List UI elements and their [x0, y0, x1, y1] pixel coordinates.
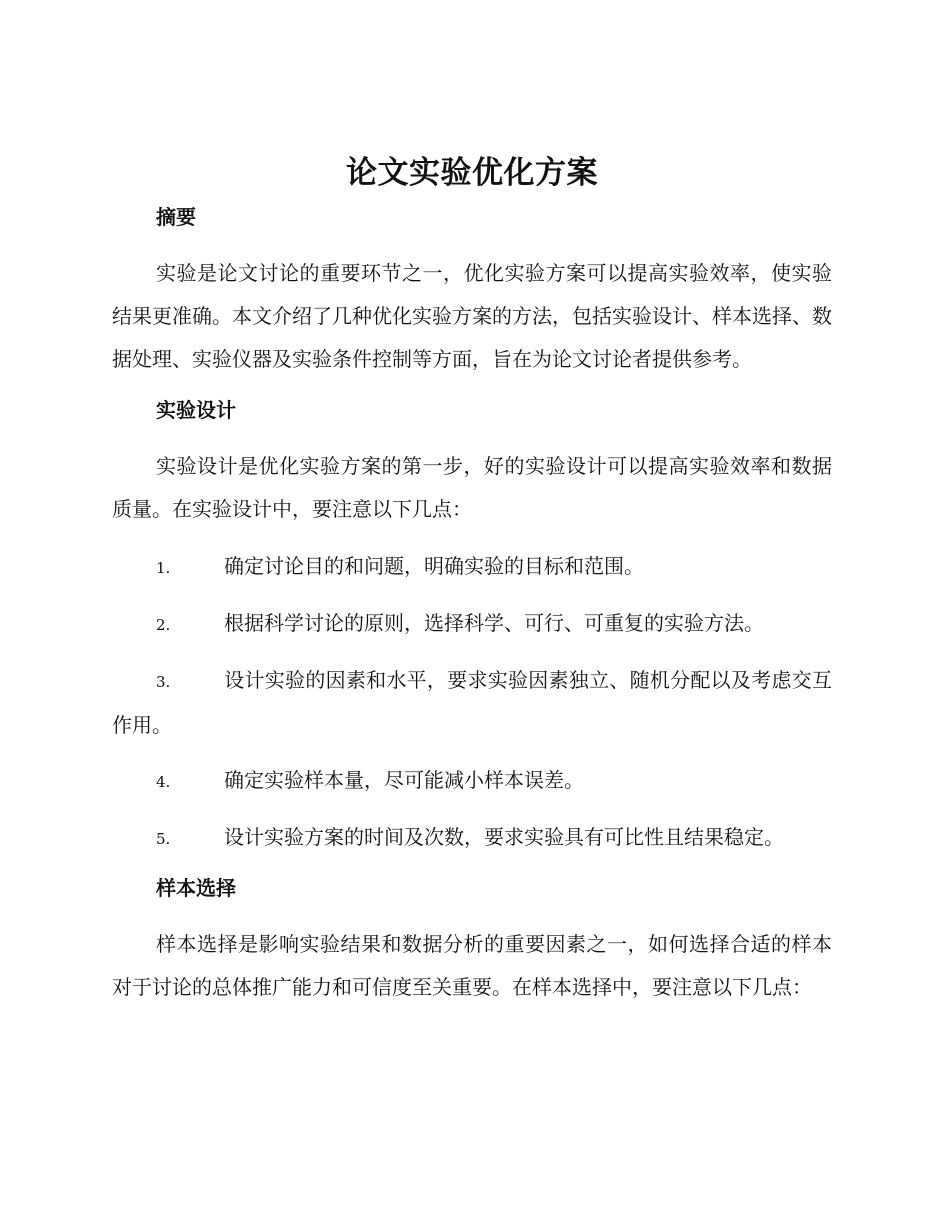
document-page	[112, 150, 832, 1023]
list-item-number: 1.	[156, 559, 171, 577]
list-item	[112, 759, 832, 804]
abstract-paragraph: 实验是论文讨论的重要环节之一，优化实验方案可以提高实验效率，使实验结果更准确。本文介绍了几种优化实验方案的方法，包括实验设计、样本选择、数据处理、实验仪器及实验条件控制等方面，旨在为论文讨论者提供参考。	[112, 261, 832, 371]
document-title: 论文实验优化方案	[346, 155, 598, 191]
list-item-text: 根据科学讨论的原则，选择科学、可行、可重复的实验方法。	[224, 611, 764, 635]
list-item-text: 确定讨论目的和问题，明确实验的目标和范围。	[224, 554, 644, 578]
list-item-text: 设计实验方案的时间及次数，要求实验具有可比性且结果稳定。	[224, 825, 784, 849]
abstract-heading: 摘要	[156, 205, 196, 229]
sampling-paragraph: 样本选择是影响实验结果和数据分析的重要因素之一，如何选择合适的样本对于讨论的总体推广能力和可信度至关重要。在样本选择中，要注意以下几点：	[112, 932, 832, 999]
list-item	[112, 545, 832, 590]
list-item	[112, 602, 832, 647]
list-item	[112, 659, 832, 747]
list-item-number: 2.	[156, 616, 171, 634]
list-item-text: 设计实验的因素和水平，要求实验因素独立、随机分配以及考虑交互作用。	[112, 668, 832, 737]
list-item-text: 确定实验样本量，尽可能减小样本误差。	[224, 768, 584, 792]
list-item	[112, 816, 832, 861]
list-item-number: 4.	[156, 773, 171, 791]
sampling-heading: 样本选择	[156, 876, 236, 900]
design-paragraph: 实验设计是优化实验方案的第一步，好的实验设计可以提高实验效率和数据质量。在实验设计中，要注意以下几点：	[112, 454, 832, 521]
list-item-number: 5.	[156, 830, 171, 848]
list-item-number: 3.	[156, 673, 171, 691]
design-heading: 实验设计	[156, 398, 236, 422]
